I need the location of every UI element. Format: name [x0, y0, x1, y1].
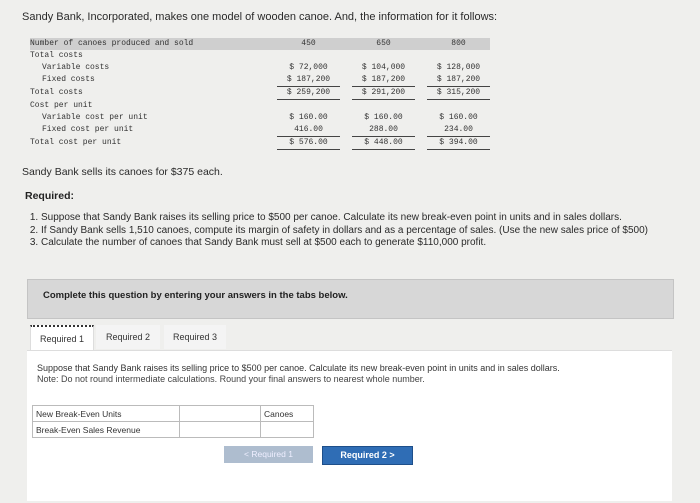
requirements-list [27, 212, 691, 250]
tab-required-1[interactable]: Required 1 [30, 325, 94, 353]
tab-required-3[interactable]: Required 3 [164, 325, 226, 349]
required-heading: Required: [25, 190, 75, 202]
table-row [30, 100, 490, 113]
unit-label [261, 422, 314, 438]
cell: $ 104,000 [361, 63, 406, 72]
next-required-button[interactable]: Required 2 > [322, 446, 413, 465]
answer-row [33, 422, 314, 438]
table-row [30, 50, 490, 62]
answer-label: Break-Even Sales Revenue [33, 422, 180, 438]
table-row [30, 62, 490, 74]
requirement-item: 3. Calculate the number of canoes that Sandy Bank must sell at $500 each to generate $110,000 profit. [41, 237, 691, 249]
cell: $ 187,200 [277, 74, 340, 87]
answer-label: New Break-Even Units [33, 406, 180, 422]
problem-intro: Sandy Bank, Incorporated, makes one model of wooden canoe. And, the information for it follows: [22, 11, 498, 23]
col-800: 800 [427, 38, 490, 50]
col-650: 650 [352, 38, 415, 50]
col-450: 450 [277, 38, 340, 50]
cell: $ 160.00 [439, 113, 478, 122]
prev-required-button[interactable]: < Required 1 [224, 446, 313, 463]
cell: $ 187,200 [427, 74, 490, 87]
table-row [30, 74, 490, 87]
tab-required-2[interactable]: Required 2 [96, 325, 160, 349]
row-label: Variable cost per unit [42, 113, 148, 122]
cell: 288.00 [352, 124, 415, 137]
instructions-banner [27, 279, 674, 319]
tab-panel [27, 350, 672, 501]
row-label: Total cost per unit [30, 138, 122, 147]
cell: $ 448.00 [352, 137, 415, 150]
row-label: Total costs [30, 88, 83, 97]
cell: 416.00 [277, 124, 340, 137]
answer-row [33, 406, 314, 422]
cell: $ 187,200 [352, 74, 415, 87]
instruction-text: Suppose that Sandy Bank raises its selling price to $500 per canoe. Calculate its new break-even point in units and in sales dollars. [37, 363, 560, 373]
break-even-units-input[interactable] [180, 406, 261, 422]
table-row [30, 124, 490, 137]
cell: $ 576.00 [277, 137, 340, 150]
rounding-note: Note: Do not round intermediate calculations. Round your final answers to nearest whole number. [37, 373, 425, 384]
selling-price-text: Sandy Bank sells its canoes for $375 each. [22, 166, 223, 178]
row-label: Cost per unit [30, 100, 93, 110]
cell: 234.00 [427, 124, 490, 137]
header-label: Number of canoes produced and sold [30, 38, 265, 50]
cell: $ 160.00 [289, 113, 328, 122]
requirement-item: 2. If Sandy Bank sells 1,510 canoes, compute its margin of safety in dollars and as a percentage of sales. (Use the new sales price of $500) [41, 225, 691, 237]
row-label: Total costs [30, 51, 83, 60]
row-label: Fixed cost per unit [42, 125, 134, 135]
requirement-item: 1. Suppose that Sandy Bank raises its selling price to $500 per canoe. Calculate its new break-even point in units and in sales dollars. [41, 212, 691, 224]
break-even-revenue-input[interactable] [180, 422, 261, 438]
cell: $ 291,200 [352, 87, 415, 100]
cost-table-header [30, 38, 490, 50]
cell: $ 259,200 [277, 87, 340, 100]
row-label: Fixed costs [42, 75, 95, 85]
answer-table [32, 405, 314, 438]
row-label: Variable costs [42, 63, 110, 72]
table-row [30, 87, 490, 100]
cell: $ 394.00 [427, 137, 490, 150]
cell: $ 128,000 [436, 63, 481, 72]
cell: $ 72,000 [289, 63, 328, 72]
cell: $ 315,200 [427, 87, 490, 100]
tab-instructions [37, 363, 617, 384]
complete-message: Complete this question by entering your answers in the tabs below. [43, 290, 348, 301]
table-row [30, 112, 490, 124]
cell: $ 160.00 [364, 113, 403, 122]
cost-table [30, 38, 490, 150]
unit-label: Canoes [261, 406, 314, 422]
table-row [30, 137, 490, 150]
